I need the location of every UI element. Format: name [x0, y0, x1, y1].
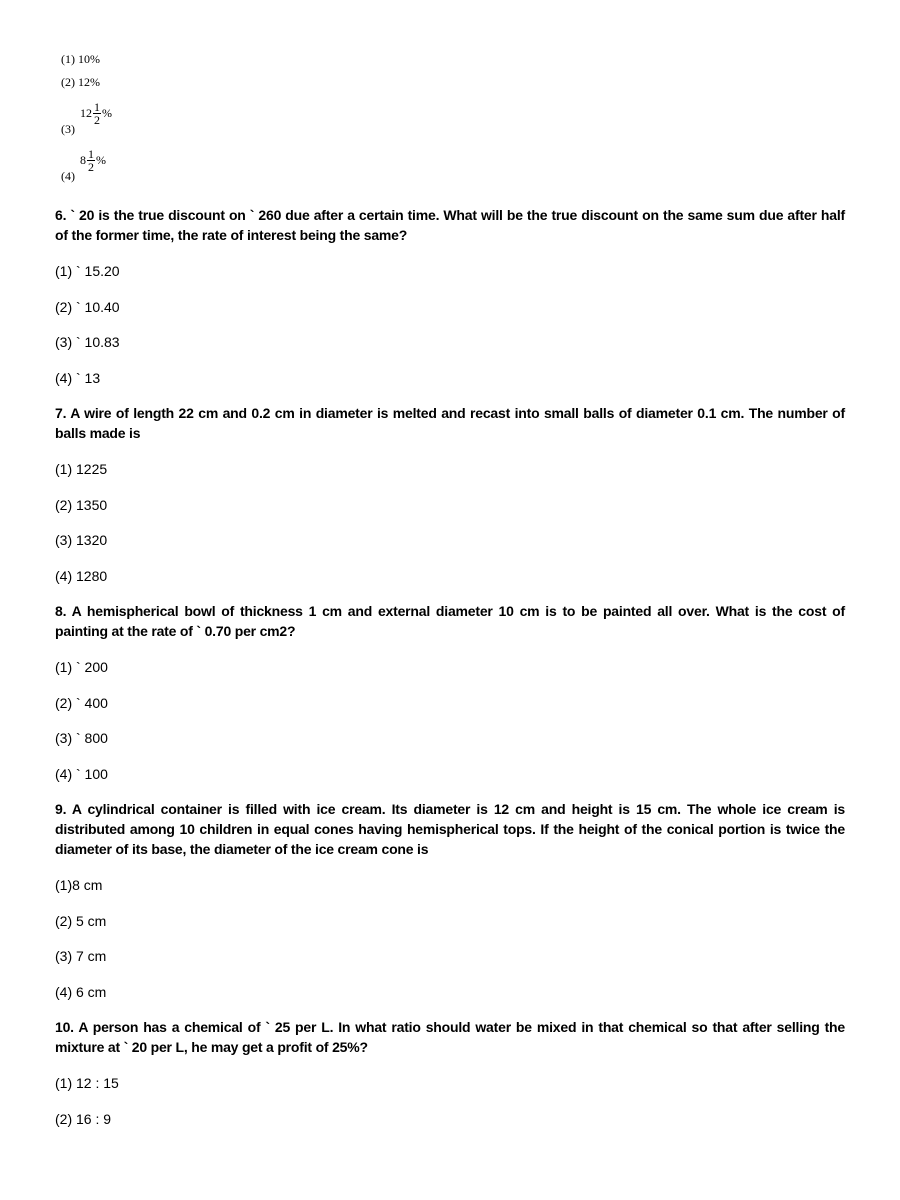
answer-option: (2) ` 400 — [55, 694, 108, 711]
prev-option-2: (2) 12% — [61, 75, 100, 89]
answer-option: (4) ` 100 — [55, 765, 108, 782]
question-text: 7. A wire of length 22 cm and 0.2 cm in diameter is melted and recast into small balls of diameter 0.1 cm. The number of balls made is — [55, 405, 845, 441]
answer-option: (1) ` 15.20 — [55, 263, 120, 279]
prev-option-1: (1) 10% — [61, 52, 100, 66]
prev-option-3-value — [80, 101, 112, 126]
question-text: 6. ` 20 is the true discount on ` 260 due after a certain time. What will be the true discount on the same sum due after half of the former time, the rate of interest being the same? — [55, 207, 845, 243]
answer-option: (3) ` 800 — [55, 730, 108, 746]
answer-option: (2) 1350 — [55, 496, 108, 513]
answer-option: (3) 1320 — [55, 532, 108, 548]
answer-option: (1) 12 : 15 — [55, 1075, 119, 1091]
answer-option: (4) 6 cm — [55, 983, 107, 1000]
answer-option: (4) ` 13 — [55, 369, 101, 386]
answer-option: (3) ` 10.83 — [55, 334, 120, 350]
prev-option-4-value — [80, 148, 106, 173]
answer-option: (1)8 cm — [55, 877, 103, 893]
denominator: 2 — [94, 113, 100, 127]
percent-sign: % — [102, 106, 112, 120]
question-list — [55, 205, 845, 1144]
answer-option: (3) 7 cm — [55, 948, 107, 964]
percent-sign: % — [96, 153, 106, 167]
numerator: 1 — [94, 100, 100, 114]
whole-part: 8 — [80, 153, 86, 167]
numerator: 1 — [88, 147, 94, 161]
answer-option: (1) 1225 — [55, 461, 108, 477]
denominator: 2 — [88, 160, 94, 174]
answer-option: (4) 1280 — [55, 567, 108, 584]
answer-option: (2) ` 10.40 — [55, 298, 120, 315]
prev-option-4-label: (4) — [61, 169, 75, 183]
answer-option: (2) 5 cm — [55, 912, 107, 929]
whole-part: 12 — [80, 106, 92, 120]
prev-option-3-label: (3) — [61, 122, 75, 136]
question-text: 10. A person has a chemical of ` 25 per L. In what ratio should water be mixed in that chemical so that after selling the mixture at ` 20 per L, he may get a profit of 25%? — [55, 1019, 845, 1055]
answer-option: (1) ` 200 — [55, 659, 108, 675]
question-text: 8. A hemispherical bowl of thickness 1 cm and external diameter 10 cm is to be painted all over. What is the cost of painting at the rate of ` 0.70 per cm2? — [55, 603, 845, 639]
answer-option: (2) 16 : 9 — [55, 1110, 112, 1127]
question-text: 9. A cylindrical container is filled with ice cream. Its diameter is 12 cm and height is 15 cm. The whole ice cream is distributed among 10 children in equal cones having hemispherical tops. If the height of the conical portion is twice the diameter of its base, the diameter of the ice cream cone is — [55, 801, 845, 857]
